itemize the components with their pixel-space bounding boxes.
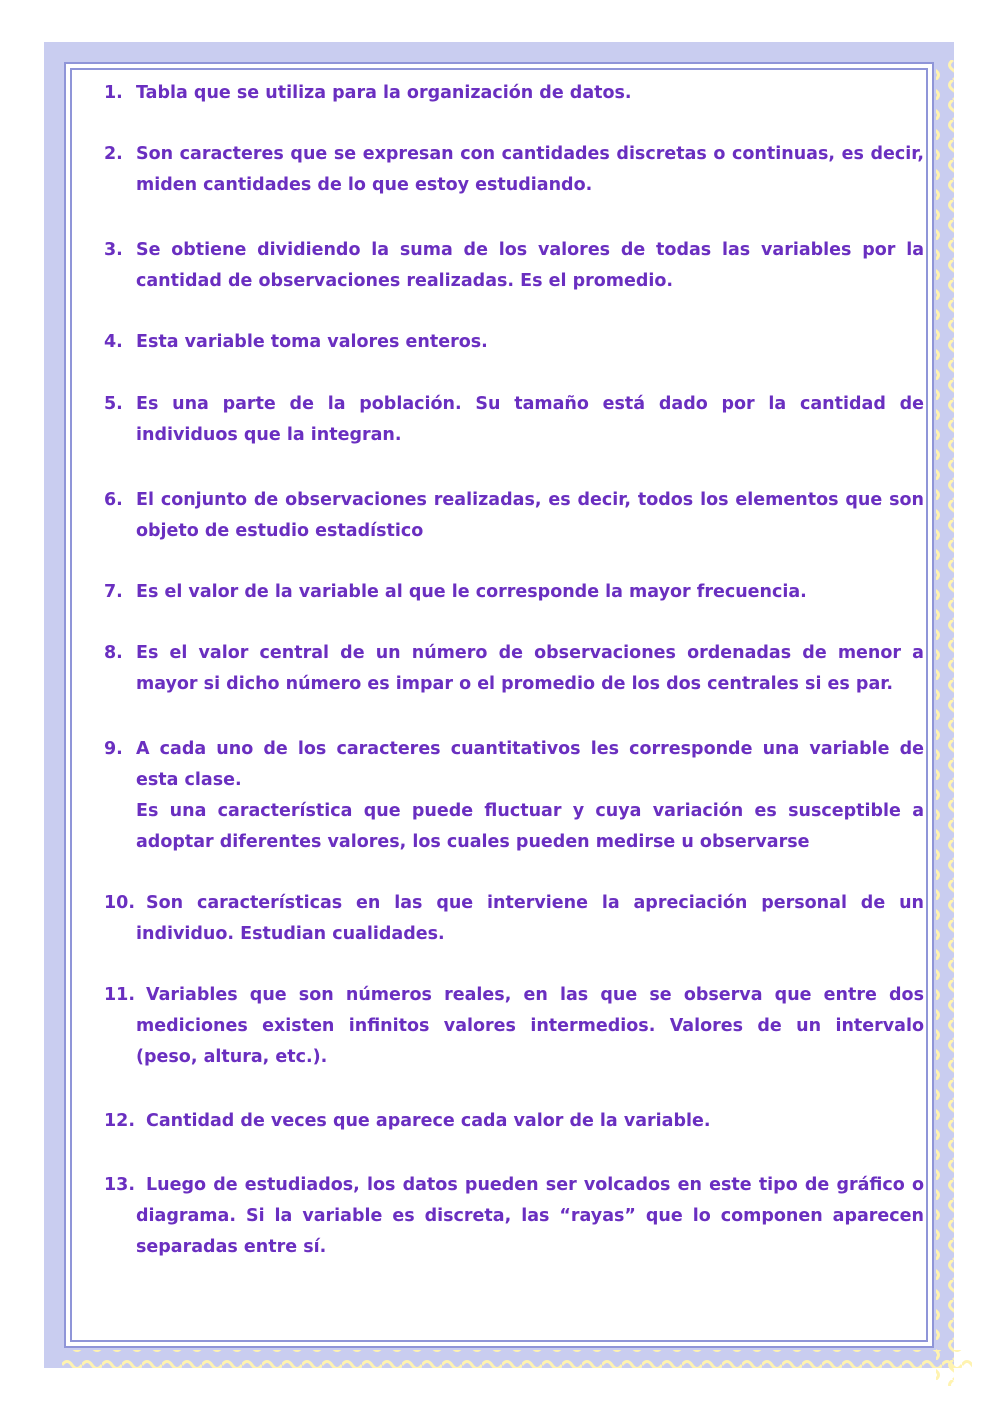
item-text <box>136 888 924 950</box>
item-text <box>136 485 924 547</box>
item-line: Luego de estudiados, los datos pueden ser volcados en este tipo de gráfico o diagrama. Si la variable es discreta, las “rayas” que lo componen aparecen separadas entre sí. <box>136 1175 924 1257</box>
list-item <box>104 888 924 950</box>
list-item <box>104 327 924 358</box>
list-item <box>104 139 924 201</box>
item-line: Se obtiene dividiendo la suma de los valores de todas las variables por la cantidad de observaciones realizadas. Es el promedio. <box>136 240 924 291</box>
item-number: 3. <box>104 240 123 260</box>
item-text <box>136 1170 924 1263</box>
item-number: 2. <box>104 144 123 164</box>
list-item <box>104 734 924 858</box>
list-item <box>104 485 924 547</box>
item-text <box>136 327 924 358</box>
item-number: 9. <box>104 739 123 759</box>
item-number: 1. <box>104 83 123 103</box>
item-line: Es una característica que puede fluctuar y cuya variación es susceptible a adoptar diferentes valores, los cuales pueden medirse u observarse <box>136 801 924 852</box>
list-item <box>104 78 924 109</box>
item-line: Son características en las que interviene la apreciación personal de un individuo. Estudian cualidades. <box>136 893 924 944</box>
item-number: 12. <box>104 1111 136 1131</box>
item-line: Son caracteres que se expresan con cantidades discretas o continuas, es decir, miden cantidades de lo que estoy estudiando. <box>136 144 924 195</box>
list-item <box>104 1170 924 1263</box>
item-line: Es una parte de la población. Su tamaño está dado por la cantidad de individuos que la integran. <box>136 394 924 445</box>
item-text <box>136 235 924 297</box>
list-item <box>104 235 924 297</box>
item-text <box>146 1106 924 1137</box>
item-line: Esta variable toma valores enteros. <box>136 332 488 352</box>
item-line: Cantidad de veces que aparece cada valor de la variable. <box>146 1111 711 1131</box>
list-item <box>104 980 924 1073</box>
list-item <box>104 638 924 700</box>
item-text <box>136 139 924 201</box>
item-number: 13. <box>104 1175 136 1195</box>
item-text <box>136 78 924 109</box>
item-number: 8. <box>104 643 123 663</box>
list-item <box>104 389 924 451</box>
item-text <box>136 734 924 858</box>
item-text <box>136 980 924 1073</box>
item-number: 10. <box>104 893 136 913</box>
item-line: Es el valor central de un número de observaciones ordenadas de menor a mayor si dicho número es impar o el promedio de los dos centrales si es par. <box>136 643 924 694</box>
item-number: 11. <box>104 985 136 1005</box>
item-number: 4. <box>104 332 123 352</box>
item-line: Tabla que se utiliza para la organización de datos. <box>136 83 632 103</box>
item-text <box>136 638 924 700</box>
item-number: 7. <box>104 582 123 602</box>
item-text <box>136 577 924 608</box>
item-text <box>136 389 924 451</box>
item-line: El conjunto de observaciones realizadas, es decir, todos los elementos que son objeto de estudio estadístico <box>136 490 924 541</box>
item-number: 6. <box>104 490 123 510</box>
item-line: Variables que son números reales, en las que se observa que entre dos mediciones existen infinitos valores intermedios. Valores de un intervalo (peso, altura, etc.). <box>136 985 924 1067</box>
item-line: Es el valor de la variable al que le corresponde la mayor frecuencia. <box>136 582 807 602</box>
definitions-list <box>104 78 924 1263</box>
list-item <box>104 1106 924 1137</box>
item-line: A cada uno de los caracteres cuantitativos les corresponde una variable de esta clase. <box>136 739 924 790</box>
list-item <box>104 577 924 608</box>
item-number: 5. <box>104 394 123 414</box>
